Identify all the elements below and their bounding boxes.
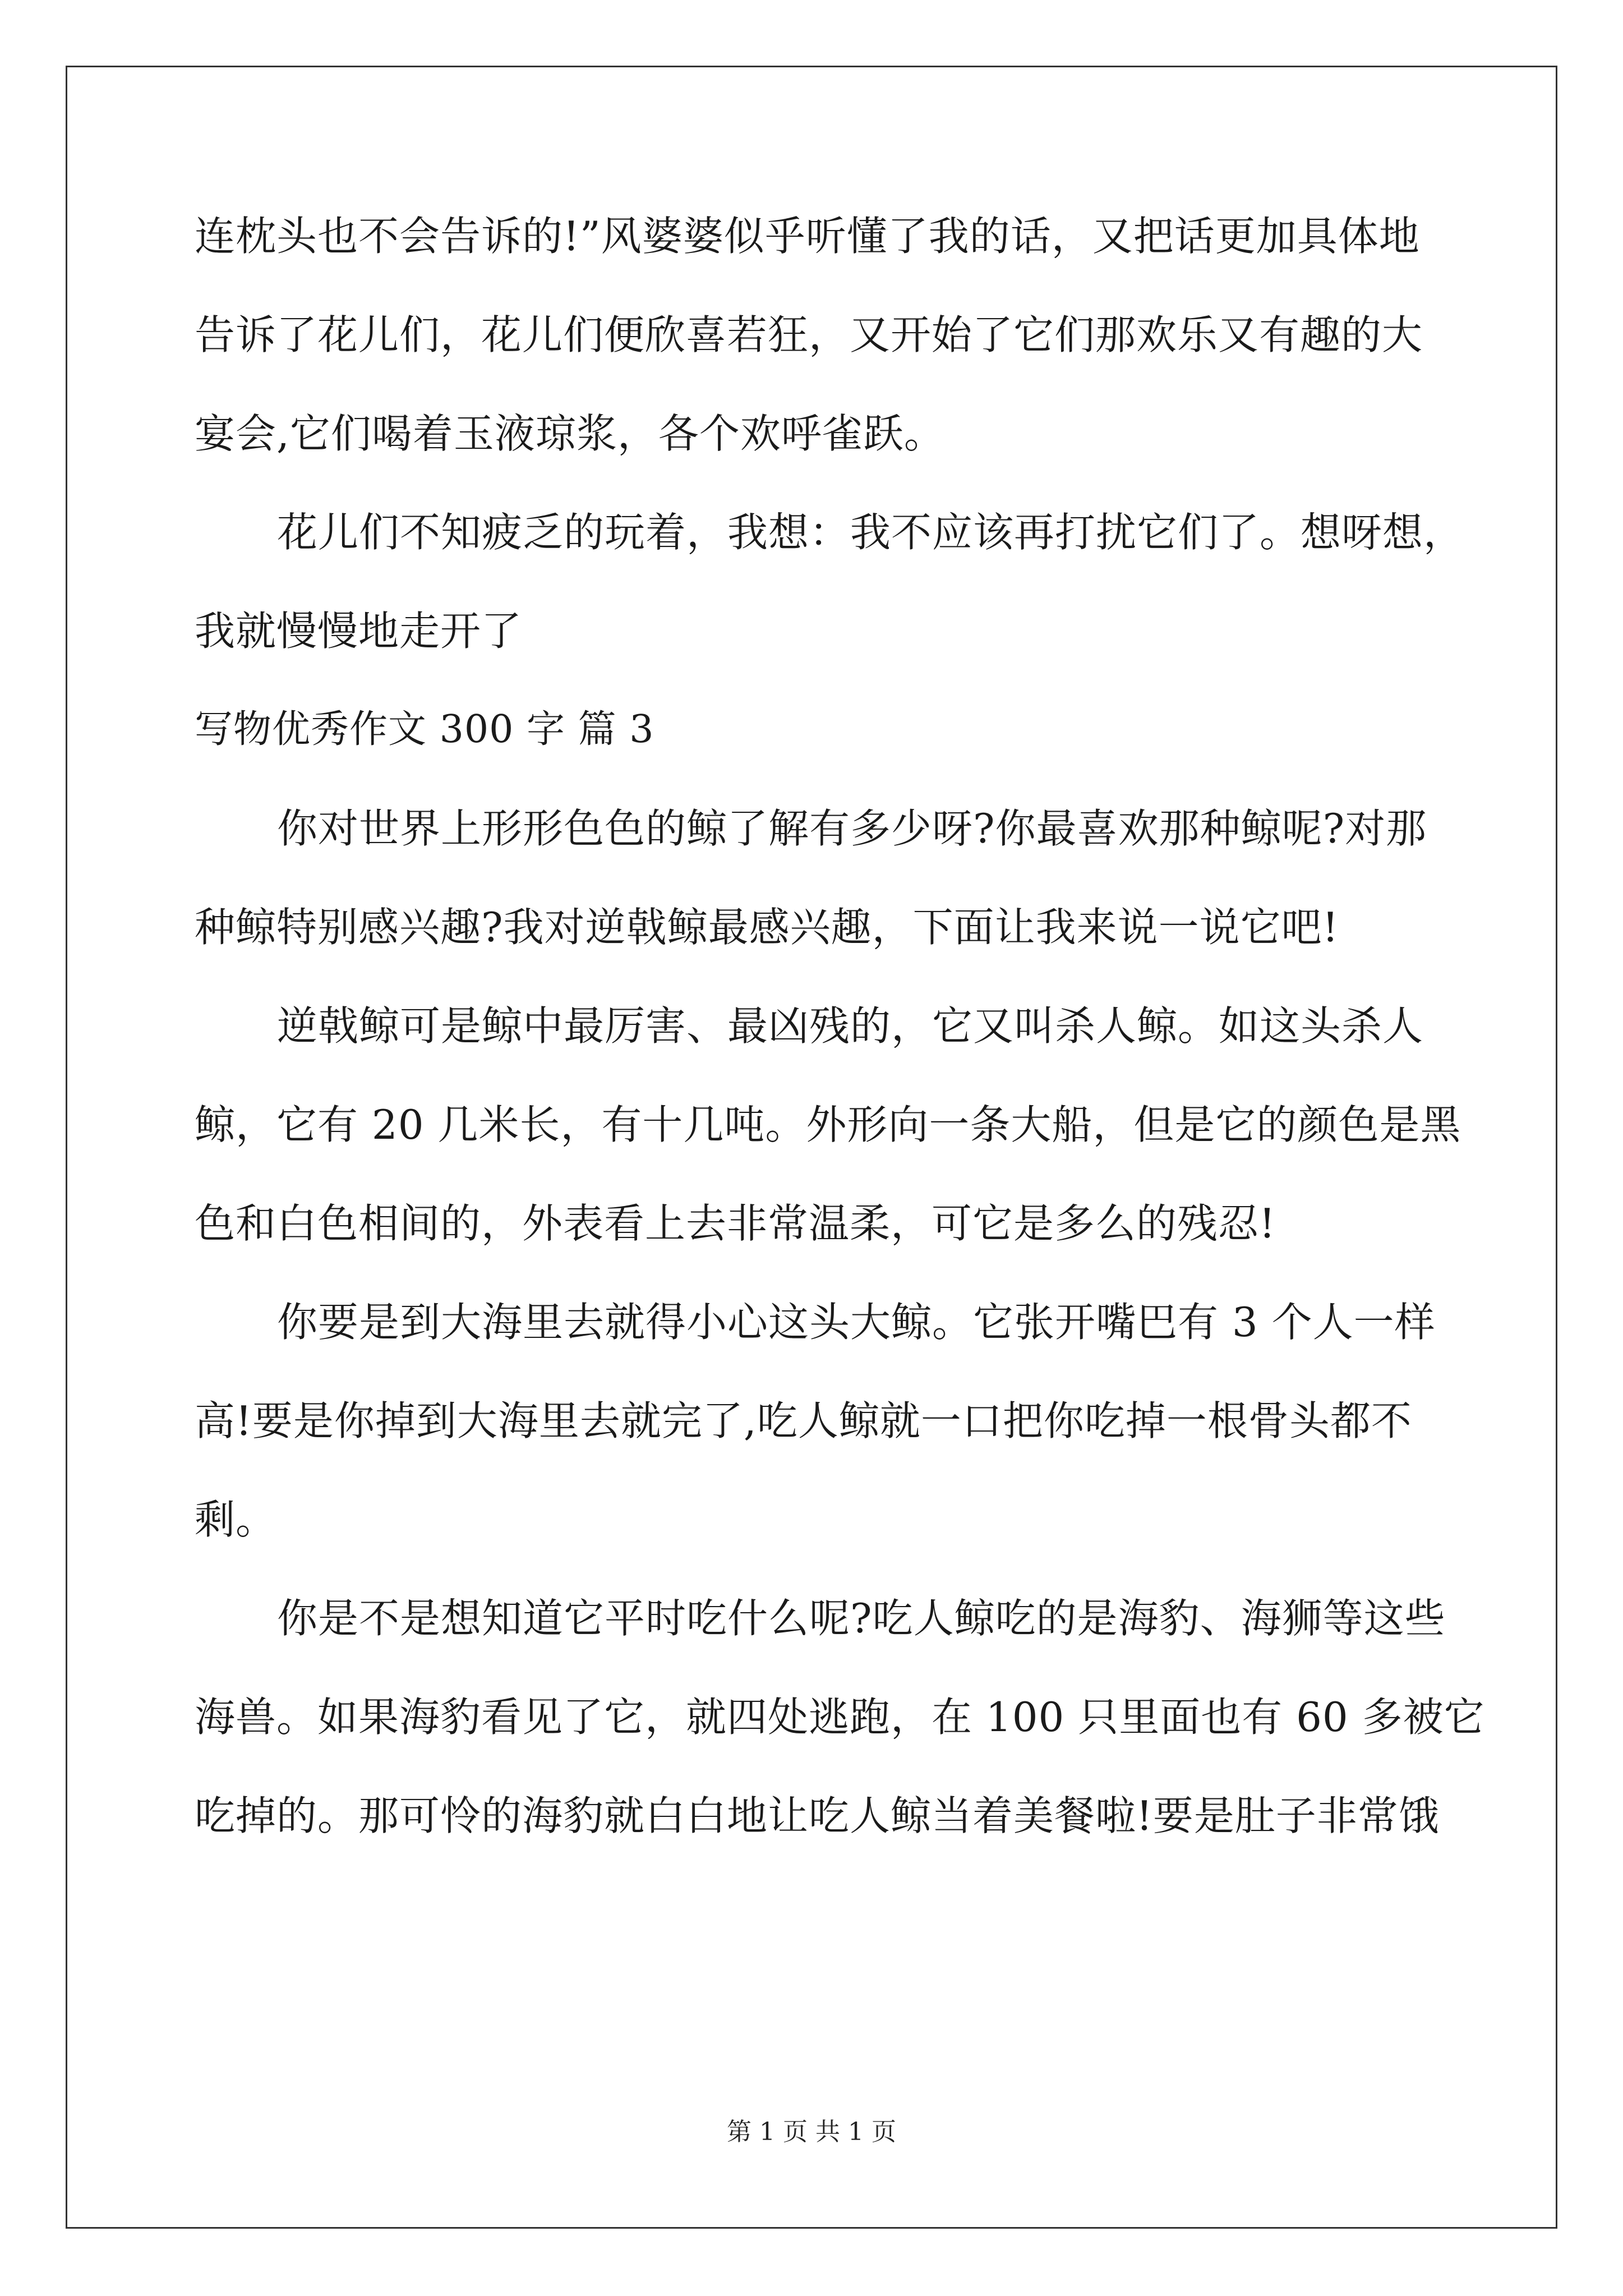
paragraph-start-line: 逆戟鲸可是鲸中最厉害、最凶残的，它又叫杀人鲸。如这头杀人 [277, 1002, 1424, 1050]
text-line: 高!要是你掉到大海里去就完了,吃人鲸就一口把你吃掉一根骨头都不 [195, 1397, 1412, 1444]
text-line: 宴会,它们喝着玉液琼浆，各个欢呼雀跃。 [195, 410, 945, 457]
section-heading: 写物优秀作文 300 字 篇 3 [195, 707, 654, 752]
text-line: 海兽。如果海豹看见了它，就四处逃跑，在 100 只里面也有 60 多被它 [195, 1694, 1485, 1741]
text-line: 我就慢慢地走开了 [195, 608, 523, 655]
text-line: 色和白色相间的，外表看上去非常温柔，可它是多么的残忍! [195, 1200, 1276, 1247]
text-line: 种鲸特别感兴趣?我对逆戟鲸最感兴趣，下面让我来说一说它吧! [195, 904, 1339, 951]
paragraph-start-line: 你要是到大海里去就得小心这头大鲸。它张开嘴巴有 3 个人一样 [277, 1299, 1436, 1346]
page-footer: 第 1 页 共 1 页 [727, 2118, 896, 2146]
text-line: 告诉了花儿们，花儿们便欣喜若狂，又开始了它们那欢乐又有趣的大 [195, 311, 1423, 358]
text-line: 连枕头也不会告诉的!”风婆婆似乎听懂了我的话，又把话更加具体地 [195, 213, 1420, 260]
text-line: 吃掉的。那可怜的海豹就白白地让吃人鲸当着美餐啦!要是肚子非常饿 [195, 1792, 1440, 1839]
text-line: 剩。 [195, 1496, 277, 1543]
paragraph-start-line: 你对世界上形形色色的鲸了解有多少呀?你最喜欢那种鲸呢?对那 [277, 805, 1427, 852]
paragraph-start-line: 你是不是想知道它平时吃什么呢?吃人鲸吃的是海豹、海狮等这些 [277, 1595, 1446, 1642]
paragraph-start-line: 花儿们不知疲乏的玩着，我想：我不应该再打扰它们了。想呀想， [277, 509, 1465, 556]
text-line: 鲸，它有 20 几米长，有十几吨。外形向一条大船，但是它的颜色是黑 [195, 1101, 1461, 1148]
